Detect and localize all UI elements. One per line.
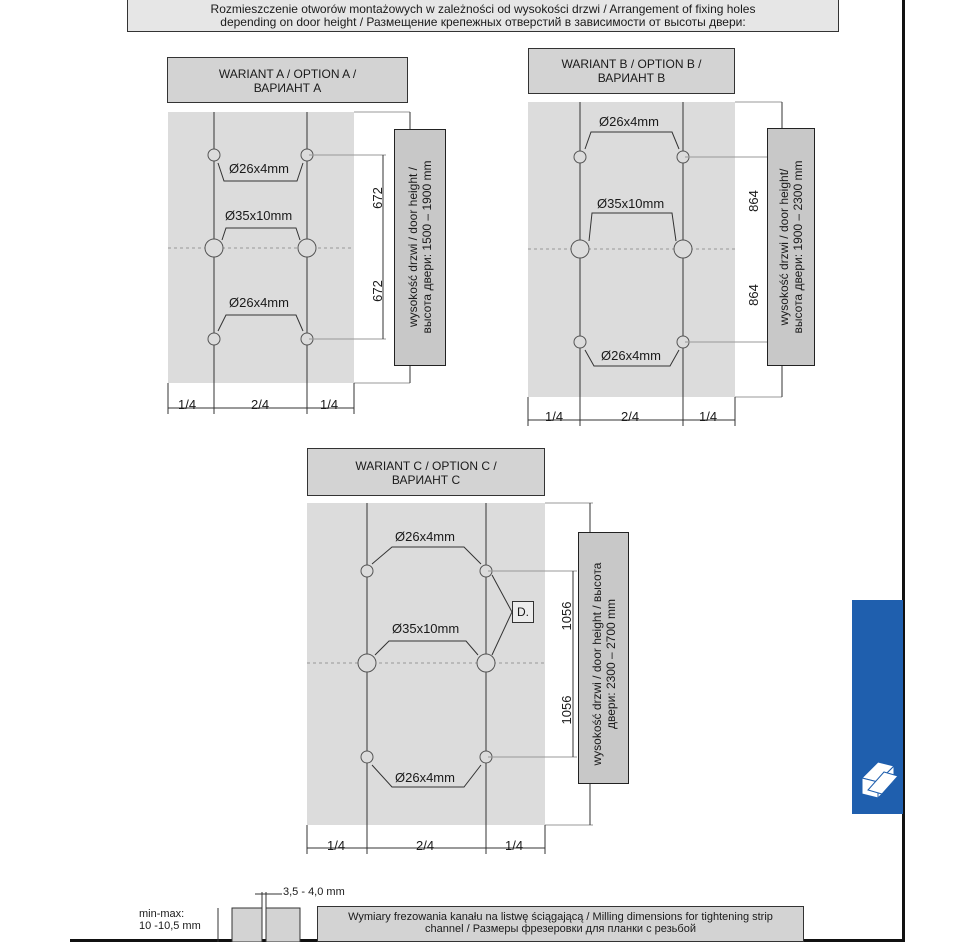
variant-b-hole-mid-label: Ø35x10mm xyxy=(597,196,665,211)
variant-b-width-left: 1/4 xyxy=(545,409,564,424)
milling-caption xyxy=(317,906,804,942)
variant-b-height-label xyxy=(777,132,805,362)
variant-c-hole-top-label: Ø26x4mm xyxy=(395,529,455,544)
variant-c-height-line2: двери: 2300 – 2700 mm xyxy=(604,598,618,730)
variant-a-height-line1: wysokość drzwi / door height / xyxy=(406,166,420,328)
variant-c-width-left: 1/4 xyxy=(327,838,346,853)
variant-c-dim-upper: 1056 xyxy=(559,601,574,631)
variant-c-width-mid: 2/4 xyxy=(416,838,435,853)
variant-c-width-right: 1/4 xyxy=(505,838,524,853)
variant-b-hole-bottom-label: Ø26x4mm xyxy=(601,348,661,363)
milling-caption-line2: channel / Размеры фрезеровки для планки с резьбой xyxy=(425,923,696,935)
variant-b-dim-upper: 864 xyxy=(746,190,761,212)
variant-a-hole-top-label: Ø26x4mm xyxy=(229,161,289,176)
header-line-2: depending on door height / Размещение крепежных отверстий в зависимости от высоты двери: xyxy=(220,15,746,29)
variant-a-dim-lower: 672 xyxy=(370,280,385,302)
milling-minmax-label: min-max: xyxy=(139,908,185,920)
variant-a-width-left: 1/4 xyxy=(178,397,197,412)
variant-a-width-right: 1/4 xyxy=(320,397,339,412)
variant-c-dim-lower: 1056 xyxy=(559,695,574,725)
variant-b-height-line2: высота двери: 1900 – 2300 mm xyxy=(791,160,805,334)
side-tab xyxy=(852,600,903,814)
variant-b-title-line1: WARIANT B / OPTION B / xyxy=(561,57,702,71)
variant-a-hole-mid-label: Ø35x10mm xyxy=(225,208,293,223)
variant-b-height-line1: wysokość drzwi / door height/ xyxy=(777,168,791,326)
variant-b-hole-top-label: Ø26x4mm xyxy=(599,114,659,129)
variant-c-title-line1: WARIANT C / OPTION C / xyxy=(355,459,497,473)
variant-b-dim-lower: 864 xyxy=(746,284,761,306)
variant-a-width-mid: 2/4 xyxy=(251,397,270,412)
variant-a-title-line2: ВАРИАНТ А xyxy=(253,81,322,95)
variant-c-height-line1: wysokość drzwi / door height / высота xyxy=(590,562,604,766)
variant-a-height-label xyxy=(406,131,434,363)
variant-a-title-line1: WARIANT A / OPTION A / xyxy=(218,67,357,81)
variant-c-height-label xyxy=(590,544,618,784)
milling-width-label: 3,5 - 4,0 mm xyxy=(283,886,345,898)
variant-c-hole-mid-label: Ø35x10mm xyxy=(392,621,460,636)
variant-b-width-mid: 2/4 xyxy=(621,409,640,424)
variant-a-hole-bottom-label: Ø26x4mm xyxy=(229,295,289,310)
variant-a-height-line2: высота двери: 1500 – 1900 mm xyxy=(420,160,434,334)
variant-b-width-right: 1/4 xyxy=(699,409,718,424)
variant-c-title-line2: ВАРИАНТ С xyxy=(391,473,461,487)
variant-b-title-line2: ВАРИАНТ В xyxy=(597,71,666,85)
variant-a-dim-upper: 672 xyxy=(370,187,385,209)
variant-c-hole-bottom-label: Ø26x4mm xyxy=(395,770,455,785)
milling-caption-line1: Wymiary frezowania kanału na listwę ściągającą / Milling dimensions for tightening strip xyxy=(348,911,773,923)
milling-minmax-value: 10 -10,5 mm xyxy=(139,920,201,932)
header-line-1: Rozmieszczenie otworów montażowych w zależności od wysokości drzwi / Arrangement of fixing holes xyxy=(210,2,756,16)
side-tab-label: SLIDING DOOR SYSTEMS xyxy=(929,637,940,753)
variant-c-marker-d: D. xyxy=(512,601,534,623)
